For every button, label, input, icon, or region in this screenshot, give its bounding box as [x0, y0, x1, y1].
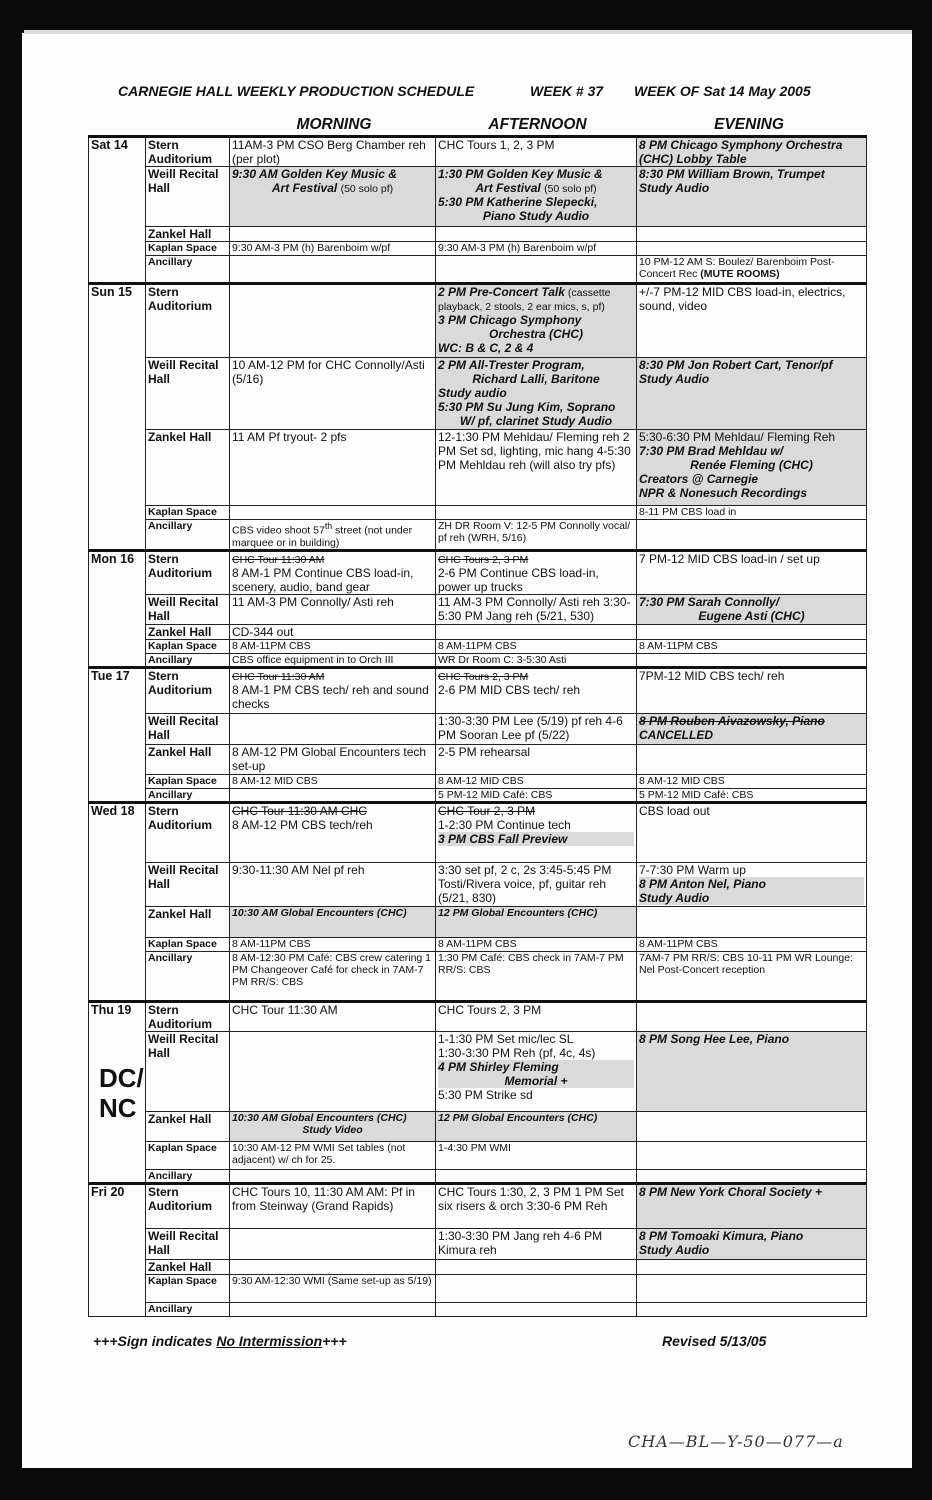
- venue-label: Ancillary: [146, 653, 230, 667]
- table-row: [89, 1274, 867, 1302]
- table-row: [89, 256, 867, 284]
- table-row: [89, 937, 867, 951]
- afternoon-cell: [436, 227, 637, 242]
- venue-label: Stern Auditorium: [146, 1001, 230, 1031]
- event-text: CBS video shoot 57: [232, 524, 325, 537]
- evening-cell: [637, 744, 867, 774]
- morning-cell: [230, 520, 436, 551]
- morning-cell: [230, 802, 436, 862]
- morning-cell: [230, 506, 436, 520]
- day-label: Sun 15: [89, 284, 146, 551]
- table-row: [89, 713, 867, 744]
- afternoon-cell: 12-1:30 PM Mehldau/ Fleming reh 2 PM Set sd, lighting, mic hang 4-5:30 PM Mehldau reh (will also try pfs): [436, 430, 637, 506]
- event-note: (50 solo pf): [340, 183, 394, 195]
- table-row: [89, 624, 867, 639]
- venue-label: Ancillary: [146, 1302, 230, 1316]
- event-note: (50 solo pf): [544, 183, 597, 195]
- event-text: 9:30 AM Golden Key Music &: [232, 167, 397, 181]
- morning-cell: [230, 1259, 436, 1274]
- afternoon-cell: [436, 667, 637, 713]
- afternoon-cell: [436, 167, 637, 227]
- venue-label: Zankel Hall: [146, 1111, 230, 1141]
- table-row: [89, 1228, 867, 1259]
- table-row: [89, 862, 867, 906]
- table-row: [89, 653, 867, 667]
- event-text: NPR & Nonesuch Recordings: [639, 486, 808, 500]
- evening-cell: 7 PM-12 MID CBS load-in / set up: [637, 550, 867, 594]
- event-text: Eugene Asti (CHC): [698, 608, 805, 623]
- morning-cell: 9:30-11:30 AM Nel pf reh: [230, 862, 436, 906]
- evening-cell: [637, 862, 867, 906]
- event-text: WC: B & C, 2 & 4: [438, 341, 534, 355]
- venue-label: Weill Recital Hall: [146, 862, 230, 906]
- afternoon-cell: [436, 358, 637, 430]
- afternoon-cell: [436, 1031, 637, 1111]
- event-text: W/ pf, clarinet Study Audio: [459, 414, 613, 428]
- evening-cell: [637, 624, 867, 639]
- event-text: Creators @ Carnegie: [639, 472, 759, 486]
- event-text: 8:30 PM William Brown, Trumpet: [639, 167, 825, 181]
- evening-cell: [637, 1111, 867, 1141]
- morning-cell: 8 AM-12 PM Global Encounters tech set-up: [230, 744, 436, 774]
- table-row: [89, 774, 867, 788]
- event-cancelled: CHC Tour 11:30 AM CHC: [232, 803, 367, 818]
- morning-cell: CBS office equipment in to Orch III: [230, 653, 436, 667]
- afternoon-cell: [436, 1274, 637, 1302]
- afternoon-cell: 1:30-3:30 PM Jang reh 4-6 PM Kimura reh: [436, 1228, 637, 1259]
- day-cell: [89, 1001, 146, 1183]
- afternoon-cell: 12 PM Global Encounters (CHC): [436, 1111, 637, 1141]
- afternoon-cell: ZH DR Room V: 12-5 PM Connolly vocal/ pf reh (WRH, 5/16): [436, 520, 637, 551]
- evening-cell: 8-11 PM CBS load in: [637, 506, 867, 520]
- venue-label: Zankel Hall: [146, 1259, 230, 1274]
- evening-cell: 7PM-12 MID CBS tech/ reh: [637, 667, 867, 713]
- evening-cell: 8 AM-12 MID CBS: [637, 774, 867, 788]
- venue-label: Kaplan Space: [146, 1274, 230, 1302]
- event-note: (cassette playback, 2 stools, 2 ear mics, s, pf): [438, 287, 611, 313]
- note-text: +++: [322, 1333, 347, 1349]
- morning-cell: CHC Tour 11:30 AM: [230, 1001, 436, 1031]
- morning-cell: 8 AM-11PM CBS: [230, 639, 436, 653]
- venue-label: Kaplan Space: [146, 774, 230, 788]
- morning-cell: [230, 227, 436, 242]
- event-text: 8 PM Tomoaki Kimura, Piano: [639, 1228, 804, 1243]
- table-row: [89, 1302, 867, 1316]
- day-label: Sat 14: [89, 137, 146, 284]
- venue-label: Ancillary: [146, 1169, 230, 1183]
- table-row: [89, 951, 867, 1001]
- table-row: [89, 1169, 867, 1183]
- venue-label: Zankel Hall: [146, 430, 230, 506]
- venue-label: Ancillary: [146, 951, 230, 1001]
- table-row: [89, 1001, 867, 1031]
- table-row: [89, 506, 867, 520]
- event-text: Renée Fleming (CHC): [690, 458, 813, 472]
- event-cancelled: CHC Tour 2, 3 PM: [438, 803, 536, 818]
- event-cancelled: CHC Tours 2, 3 PM: [438, 670, 529, 683]
- morning-cell: 10:30 AM Global Encounters (CHC): [230, 906, 436, 937]
- venue-label: Stern Auditorium: [146, 667, 230, 713]
- event-text: 8:30 PM Jon Robert Cart, Tenor/pf: [639, 358, 833, 372]
- afternoon-cell: 8 AM-11PM CBS: [436, 639, 637, 653]
- note-emphasis: No Intermission: [216, 1333, 323, 1349]
- venue-label: Kaplan Space: [146, 937, 230, 951]
- table-row: [89, 430, 867, 506]
- venue-label: Stern Auditorium: [146, 802, 230, 862]
- morning-cell: 11 AM Pf tryout- 2 pfs: [230, 430, 436, 506]
- schedule-table: [88, 135, 867, 1317]
- table-row: [89, 639, 867, 653]
- table-row: [89, 744, 867, 774]
- event-text: Richard Lalli, Baritone: [472, 372, 600, 386]
- afternoon-cell: [436, 802, 637, 862]
- afternoon-cell: [436, 256, 637, 284]
- evening-cell: +/-7 PM-12 MID CBS load-in, electrics, sound, video: [637, 284, 867, 358]
- event-text: 3 PM Chicago Symphony: [438, 313, 582, 327]
- morning-cell: 10:30 AM-12 PM WMI Set tables (not adjacent) w/ ch for 25.: [230, 1141, 436, 1169]
- evening-cell: [637, 713, 867, 744]
- evening-cell: 8 PM Song Hee Lee, Piano: [637, 1031, 867, 1111]
- event-text: CANCELLED: [639, 727, 713, 742]
- evening-heading: EVENING: [714, 116, 784, 133]
- morning-cell: [230, 1302, 436, 1316]
- day-label: Wed 18: [89, 802, 146, 1001]
- table-row: [89, 550, 867, 594]
- afternoon-cell: 11 AM-3 PM Connolly/ Asti reh 3:30-5:30 PM Jang reh (5/21, 530): [436, 594, 637, 624]
- afternoon-cell: 2-5 PM rehearsal: [436, 744, 637, 774]
- afternoon-cell: CHC Tours 1, 2, 3 PM: [436, 137, 637, 167]
- venue-label: Ancillary: [146, 788, 230, 802]
- morning-cell: [230, 1111, 436, 1141]
- morning-heading: MORNING: [296, 116, 372, 133]
- morning-cell: [230, 256, 436, 284]
- afternoon-cell: 8 AM-11PM CBS: [436, 937, 637, 951]
- page-edge: [24, 30, 912, 34]
- event-text: 2-6 PM Continue CBS load-in, power up trucks: [438, 565, 599, 594]
- evening-cell: 8 PM New York Choral Society +: [637, 1183, 867, 1228]
- afternoon-cell: [436, 284, 637, 358]
- evening-cell: 8 AM-11PM CBS: [637, 639, 867, 653]
- event-text: 5:30-6:30 PM Mehldau/ Fleming Reh: [639, 430, 836, 444]
- table-row: [89, 802, 867, 862]
- event-text: Memorial +: [504, 1073, 568, 1088]
- event-cancelled: CHC Tour 11:30 AM: [232, 553, 325, 566]
- table-row: [89, 1111, 867, 1141]
- event-cancelled: CHC Tour 11:30 AM: [232, 670, 325, 683]
- event-text: (CHC) Lobby Table: [639, 152, 747, 166]
- evening-cell: 7AM-7 PM RR/S: CBS 10-11 PM WR Lounge: Nel Post-Concert reception: [637, 951, 867, 1001]
- table-row: [89, 1031, 867, 1111]
- event-text: 8 AM-12 PM CBS tech/reh: [232, 817, 373, 832]
- evening-cell: [637, 594, 867, 624]
- event-text: Study Audio: [639, 1242, 710, 1257]
- event-note: (MUTE ROOMS): [700, 268, 780, 280]
- event-text: 5:30 PM Su Jung Kim, Soprano: [438, 400, 616, 414]
- evening-cell: [637, 242, 867, 256]
- day-label: Thu 19: [91, 1002, 132, 1017]
- schedule-title: CARNEGIE HALL WEEKLY PRODUCTION SCHEDULE: [118, 83, 475, 99]
- event-text: Orchestra (CHC): [488, 327, 584, 341]
- event-text: 10 PM-12 AM S: Boulez/ Barenboim Post-Concert Rec: [639, 256, 835, 280]
- venue-label: Zankel Hall: [146, 227, 230, 242]
- morning-cell: [230, 1169, 436, 1183]
- venue-label: Kaplan Space: [146, 506, 230, 520]
- week-number: WEEK # 37: [530, 83, 604, 99]
- evening-cell: 5 PM-12 MID Café: CBS: [637, 788, 867, 802]
- evening-cell: [637, 137, 867, 167]
- venue-label: Ancillary: [146, 520, 230, 551]
- morning-cell: 11AM-3 PM CSO Berg Chamber reh (per plot): [230, 137, 436, 167]
- afternoon-cell: 3:30 set pf, 2 c, 2s 3:45-5:45 PM Tosti/Rivera voice, pf, guitar reh (5/21, 830): [436, 862, 637, 906]
- event-text: 7:30 PM Brad Mehldau w/: [639, 444, 784, 458]
- evening-cell: [637, 358, 867, 430]
- morning-cell: [230, 550, 436, 594]
- venue-label: Zankel Hall: [146, 624, 230, 639]
- venue-label: Ancillary: [146, 256, 230, 284]
- evening-cell: [637, 167, 867, 227]
- table-row: [89, 284, 867, 358]
- evening-cell: 8 AM-11PM CBS: [637, 937, 867, 951]
- evening-cell: [637, 906, 867, 937]
- table-row: [89, 788, 867, 802]
- morning-cell: CHC Tours 10, 11:30 AM AM: Pf in from Steinway (Grand Rapids): [230, 1183, 436, 1228]
- event-text: 1-2:30 PM Continue tech: [438, 817, 571, 832]
- evening-cell: [637, 1302, 867, 1316]
- event-text: 7-7:30 PM Warm up: [639, 862, 746, 877]
- event-text: Study Audio: [639, 181, 710, 195]
- venue-label: Weill Recital Hall: [146, 358, 230, 430]
- afternoon-cell: [436, 1302, 637, 1316]
- day-label: Mon 16: [89, 550, 146, 667]
- morning-cell: [230, 788, 436, 802]
- event-text: 2 PM Pre-Concert Talk: [438, 285, 565, 299]
- table-row: [89, 167, 867, 227]
- note-text: +++Sign indicates: [93, 1333, 217, 1349]
- event-text: Art Festival: [271, 181, 338, 195]
- venue-label: Stern Auditorium: [146, 137, 230, 167]
- event-text: Study Audio: [639, 372, 710, 386]
- morning-cell: [230, 167, 436, 227]
- evening-cell: [637, 430, 867, 506]
- afternoon-cell: WR Dr Room C: 3-5:30 Asti: [436, 653, 637, 667]
- afternoon-cell: 1:30-3:30 PM Lee (5/19) pf reh 4-6 PM Sooran Lee pf (5/22): [436, 713, 637, 744]
- morning-cell: 8 AM-12:30 PM Café: CBS crew catering 1 PM Changeover Café for check in 7AM-7 PM RR/S: CBS: [230, 951, 436, 1001]
- afternoon-cell: CHC Tours 2, 3 PM: [436, 1001, 637, 1031]
- morning-cell: 8 AM-12 MID CBS: [230, 774, 436, 788]
- event-text: 7:30 PM Sarah Connolly/: [639, 594, 780, 609]
- table-row: [89, 594, 867, 624]
- afternoon-cell: CHC Tours 1:30, 2, 3 PM 1 PM Set six risers & orch 3:30-6 PM Reh: [436, 1183, 637, 1228]
- event-text: Piano Study Audio: [482, 209, 590, 223]
- morning-cell: 8 AM-11PM CBS: [230, 937, 436, 951]
- morning-cell: [230, 284, 436, 358]
- table-row: [89, 137, 867, 167]
- event-text: 5:30 PM Strike sd: [438, 1087, 533, 1102]
- evening-cell: [637, 1259, 867, 1274]
- event-text: Art Festival: [475, 181, 541, 195]
- evening-cell: [637, 1169, 867, 1183]
- morning-cell: [230, 1031, 436, 1111]
- day-label: Fri 20: [89, 1183, 146, 1316]
- morning-cell: [230, 713, 436, 744]
- event-cancelled: 8 PM Rouben Aivazowsky, Piano: [639, 713, 825, 728]
- event-note: th: [324, 521, 333, 531]
- afternoon-cell: [436, 624, 637, 639]
- venue-label: Kaplan Space: [146, 242, 230, 256]
- venue-label: Weill Recital Hall: [146, 167, 230, 227]
- event-cancelled: CHC Tours 2, 3 PM: [438, 553, 529, 566]
- day-label: Tue 17: [89, 667, 146, 802]
- event-text: 1-1:30 PM Set mic/lec SL: [438, 1031, 574, 1046]
- morning-cell: [230, 1228, 436, 1259]
- evening-cell: [637, 256, 867, 284]
- table-row: [89, 1141, 867, 1169]
- intermission-note: [93, 1333, 347, 1349]
- venue-label: Stern Auditorium: [146, 550, 230, 594]
- venue-label: Stern Auditorium: [146, 284, 230, 358]
- table-row: [89, 242, 867, 256]
- afternoon-cell: 9:30 AM-3 PM (h) Barenboim w/pf: [436, 242, 637, 256]
- archive-id-handwritten: CHA—BL—Y-50—077—a: [628, 1432, 844, 1451]
- event-text: 1:30 PM Golden Key Music &: [438, 167, 603, 181]
- event-text: 3 PM CBS Fall Preview: [438, 832, 634, 846]
- morning-cell: CD-344 out: [230, 624, 436, 639]
- event-text: Study audio: [438, 386, 507, 400]
- table-row: [89, 227, 867, 242]
- event-text: 10:30 AM Global Encounters (CHC): [232, 1111, 407, 1124]
- handwritten-mark: DC/ NC: [99, 1062, 144, 1123]
- table-row: [89, 1259, 867, 1274]
- event-text: 8 AM-1 PM CBS tech/ reh and sound checks: [232, 682, 429, 711]
- evening-cell: [637, 1141, 867, 1169]
- event-text: 5:30 PM Katherine Slepecki,: [438, 195, 598, 209]
- venue-label: Stern Auditorium: [146, 1183, 230, 1228]
- evening-cell: [637, 520, 867, 551]
- event-text: 8 PM Anton Nel, Piano: [639, 876, 766, 891]
- table-row: [89, 358, 867, 430]
- week-of: WEEK OF Sat 14 May 2005: [634, 83, 811, 99]
- event-text: 2 PM All-Trester Program,: [438, 358, 585, 372]
- venue-label: Weill Recital Hall: [146, 1031, 230, 1111]
- event-text: 4 PM Shirley Fleming: [438, 1059, 559, 1074]
- venue-label: Weill Recital Hall: [146, 594, 230, 624]
- evening-cell: [637, 1001, 867, 1031]
- afternoon-cell: 1:30 PM Café: CBS check in 7AM-7 PM RR/S: CBS: [436, 951, 637, 1001]
- evening-cell: [637, 227, 867, 242]
- afternoon-cell: [436, 1259, 637, 1274]
- evening-cell: [637, 1228, 867, 1259]
- evening-cell: [637, 653, 867, 667]
- morning-cell: [230, 667, 436, 713]
- table-row: [89, 520, 867, 551]
- venue-label: Weill Recital Hall: [146, 1228, 230, 1259]
- event-text: Study Audio: [639, 890, 710, 905]
- venue-label: Zankel Hall: [146, 906, 230, 937]
- morning-cell: 11 AM-3 PM Connolly/ Asti reh: [230, 594, 436, 624]
- event-text: 8 PM Chicago Symphony Orchestra: [639, 138, 843, 152]
- event-text: 8 AM-1 PM Continue CBS load-in, scenery, audio, band gear: [232, 565, 414, 594]
- afternoon-cell: 5 PM-12 MID Café: CBS: [436, 788, 637, 802]
- event-text: street (not under marquee or in building): [232, 524, 413, 549]
- afternoon-cell: [436, 1169, 637, 1183]
- venue-label: Kaplan Space: [146, 1141, 230, 1169]
- table-row: [89, 667, 867, 713]
- evening-cell: [637, 1274, 867, 1302]
- afternoon-cell: [436, 550, 637, 594]
- afternoon-cell: 12 PM Global Encounters (CHC): [436, 906, 637, 937]
- table-row: [89, 906, 867, 937]
- venue-label: Zankel Hall: [146, 744, 230, 774]
- afternoon-cell: [436, 506, 637, 520]
- morning-cell: 9:30 AM-12:30 WMI (Same set-up as 5/19): [230, 1274, 436, 1302]
- evening-cell: CBS load out: [637, 802, 867, 862]
- morning-cell: 9:30 AM-3 PM (h) Barenboim w/pf: [230, 242, 436, 256]
- table-row: [89, 1183, 867, 1228]
- morning-cell: 10 AM-12 PM for CHC Connolly/Asti (5/16): [230, 358, 436, 430]
- event-text: Study Video: [302, 1123, 363, 1136]
- afternoon-cell: 8 AM-12 MID CBS: [436, 774, 637, 788]
- event-text: 2-6 PM MID CBS tech/ reh: [438, 682, 581, 697]
- venue-label: Kaplan Space: [146, 639, 230, 653]
- venue-label: Weill Recital Hall: [146, 713, 230, 744]
- afternoon-heading: AFTERNOON: [488, 116, 587, 133]
- afternoon-cell: 1-4:30 PM WMI: [436, 1141, 637, 1169]
- event-text: 1:30-3:30 PM Reh (pf, 4c, 4s): [438, 1045, 596, 1060]
- revised-date: Revised 5/13/05: [662, 1333, 767, 1349]
